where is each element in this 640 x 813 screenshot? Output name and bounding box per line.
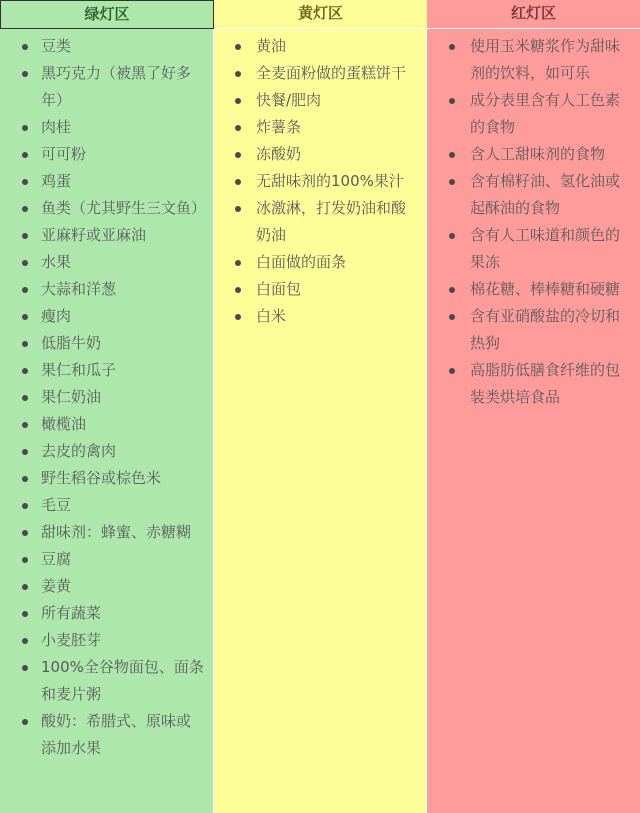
green-zone-item: 果仁奶油 [0,384,213,411]
green-zone-item: 小麦胚芽 [0,627,213,654]
yellow-zone-body [214,29,427,813]
green-zone-item: 姜黄 [0,573,213,600]
yellow-zone-item: 炸薯条 [214,114,426,141]
red-zone-item: 含有人工味道和颜色的果冻 [427,222,640,276]
green-zone-item: 去皮的禽肉 [0,438,213,465]
yellow-zone-item: 白面做的面条 [214,249,426,276]
green-zone-item: 瘦肉 [0,303,213,330]
green-zone-item: 亚麻籽或亚麻油 [0,222,213,249]
red-zone-item: 棉花糖、棒棒糖和硬糖 [427,276,640,303]
green-zone-item: 所有蔬菜 [0,600,213,627]
green-zone-column [0,0,214,813]
green-zone-header: 绿灯区 [0,0,214,29]
red-zone-header: 红灯区 [427,0,640,29]
yellow-zone-header: 黄灯区 [214,0,427,29]
red-zone-column [427,0,640,813]
yellow-zone-list [214,29,426,330]
green-zone-item: 鸡蛋 [0,168,213,195]
yellow-zone-item: 无甜味剂的100%果汁 [214,168,426,195]
red-zone-body [427,29,640,813]
green-zone-item: 毛豆 [0,492,213,519]
red-zone-item: 含有棉籽油、氢化油或起酥油的食物 [427,168,640,222]
red-zone-item: 含人工甜味剂的食物 [427,141,640,168]
red-zone-item: 使用玉米糖浆作为甜味剂的饮料，如可乐 [427,33,640,87]
yellow-zone-item: 全麦面粉做的蛋糕饼干 [214,60,426,87]
yellow-zone-item: 白米 [214,303,426,330]
yellow-zone-item: 快餐/肥肉 [214,87,426,114]
green-zone-item: 豆类 [0,33,213,60]
red-zone-item: 成分表里含有人工色素的食物 [427,87,640,141]
green-zone-item: 橄榄油 [0,411,213,438]
green-zone-item: 水果 [0,249,213,276]
green-zone-item: 黑巧克力（被黑了好多年） [0,60,213,114]
green-zone-item: 肉桂 [0,114,213,141]
yellow-zone-item: 黄油 [214,33,426,60]
yellow-zone-item: 冰激淋，打发奶油和酸奶油 [214,195,426,249]
green-zone-body [0,29,214,813]
green-zone-item: 野生稻谷或棕色米 [0,465,213,492]
green-zone-item: 豆腐 [0,546,213,573]
green-zone-item: 甜味剂：蜂蜜、赤糖糊 [0,519,213,546]
yellow-zone-column [214,0,427,813]
green-zone-item: 100%全谷物面包、面条和麦片粥 [0,654,213,708]
red-zone-item: 含有亚硝酸盐的冷切和热狗 [427,303,640,357]
green-zone-item: 可可粉 [0,141,213,168]
green-zone-item: 酸奶：希腊式、原味或添加水果 [0,708,213,762]
green-zone-item: 鱼类（尤其野生三文鱼） [0,195,213,222]
green-zone-item: 低脂牛奶 [0,330,213,357]
green-zone-item: 果仁和瓜子 [0,357,213,384]
red-zone-item: 高脂肪低膳食纤维的包装类烘培食品 [427,357,640,411]
yellow-zone-item: 冻酸奶 [214,141,426,168]
green-zone-list [0,29,213,762]
red-zone-list [427,29,640,411]
yellow-zone-item: 白面包 [214,276,426,303]
green-zone-item: 大蒜和洋葱 [0,276,213,303]
